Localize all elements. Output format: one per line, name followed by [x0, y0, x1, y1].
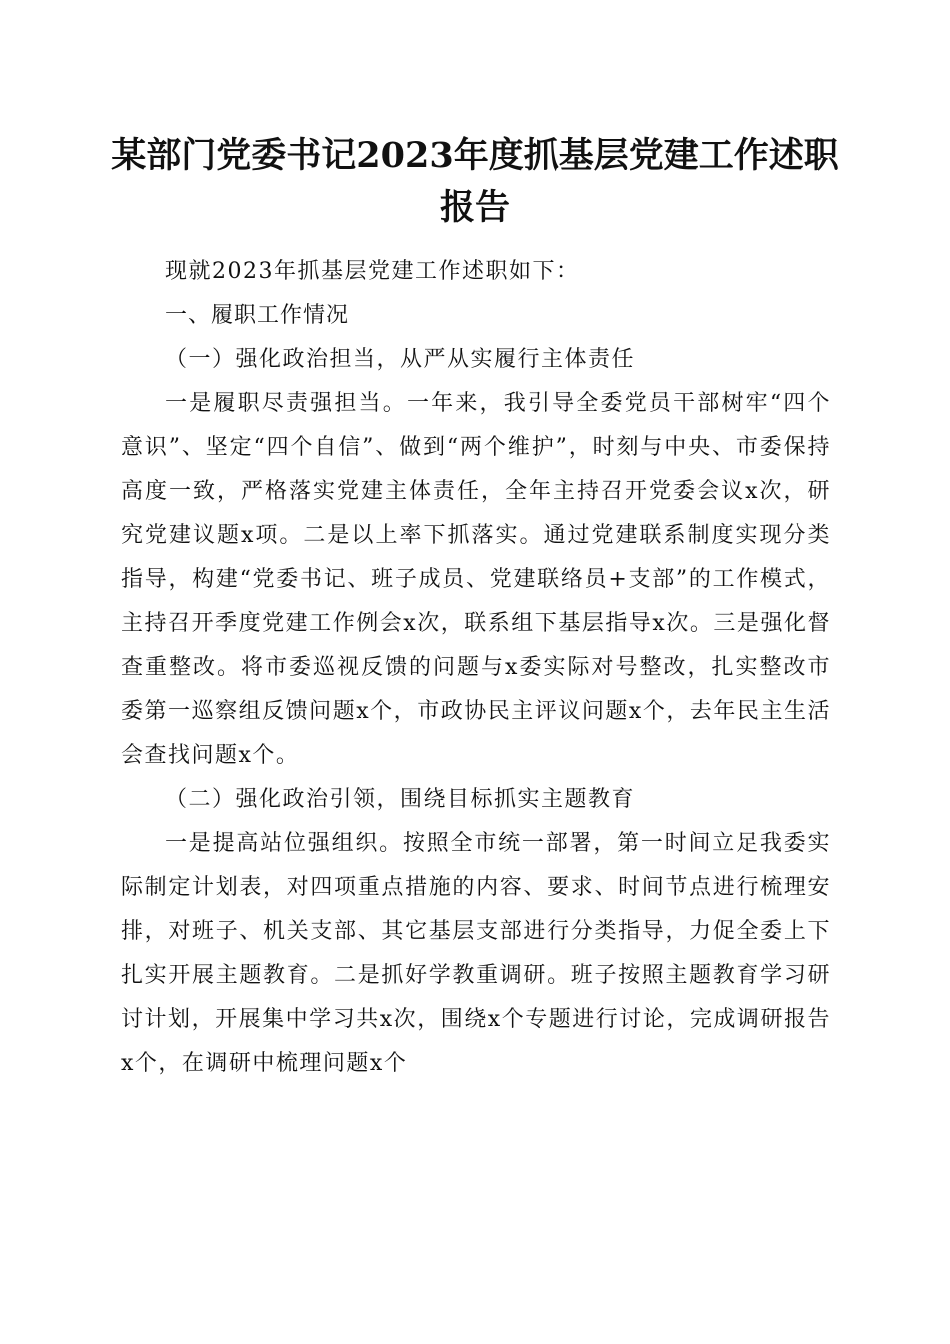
section-heading: 一、履职工作情况	[165, 303, 350, 328]
subsection-heading-1: （一）强化政治担当，从严从实履行主体责任	[165, 347, 636, 372]
document-body	[121, 250, 831, 1086]
intro-paragraph: 现就2023年抓基层党建工作述职如下：	[165, 259, 580, 284]
subsection-paragraph-1: 一是履职尽责强担当。一年来，我引导全委党员干部树牢“四个意识”、坚定“四个自信”、做到“两个维护”，时刻与中央、市委保持高度一致，严格落实党建主体责任，全年主持召开党委会议x次，研究党建议题x项。二是以上率下抓落实。通过党建联系制度实现分类指导，构建“党委书记、班子成员、党建联络员+支部”的工作模式，主持召开季度党建工作例会x次，联系组下基层指导x次。三是强化督查重整改。将市委巡视反馈的问题与x委实际对号整改，扎实整改市委第一巡察组反馈问题x个，市政协民主评议问题x个，去年民主生活会查找问题x个。	[121, 391, 831, 768]
document-title: 某部门党委书记2023年度抓基层党建工作述职报告	[111, 135, 839, 228]
subsection-paragraph-2: 一是提高站位强组织。按照全市统一部署，第一时间立足我委实际制定计划表，对四项重点措施的内容、要求、时间节点进行梳理安排，对班子、机关支部、其它基层支部进行分类指导，力促全委上下扎实开展主题教育。二是抓好学教重调研。班子按照主题教育学习研讨计划，开展集中学习共x次，围绕x个专题进行讨论，完成调研报告x个，在调研中梳理问题x个	[121, 831, 831, 1076]
subsection-heading-2: （二）强化政治引领，围绕目标抓实主题教育	[165, 787, 636, 812]
